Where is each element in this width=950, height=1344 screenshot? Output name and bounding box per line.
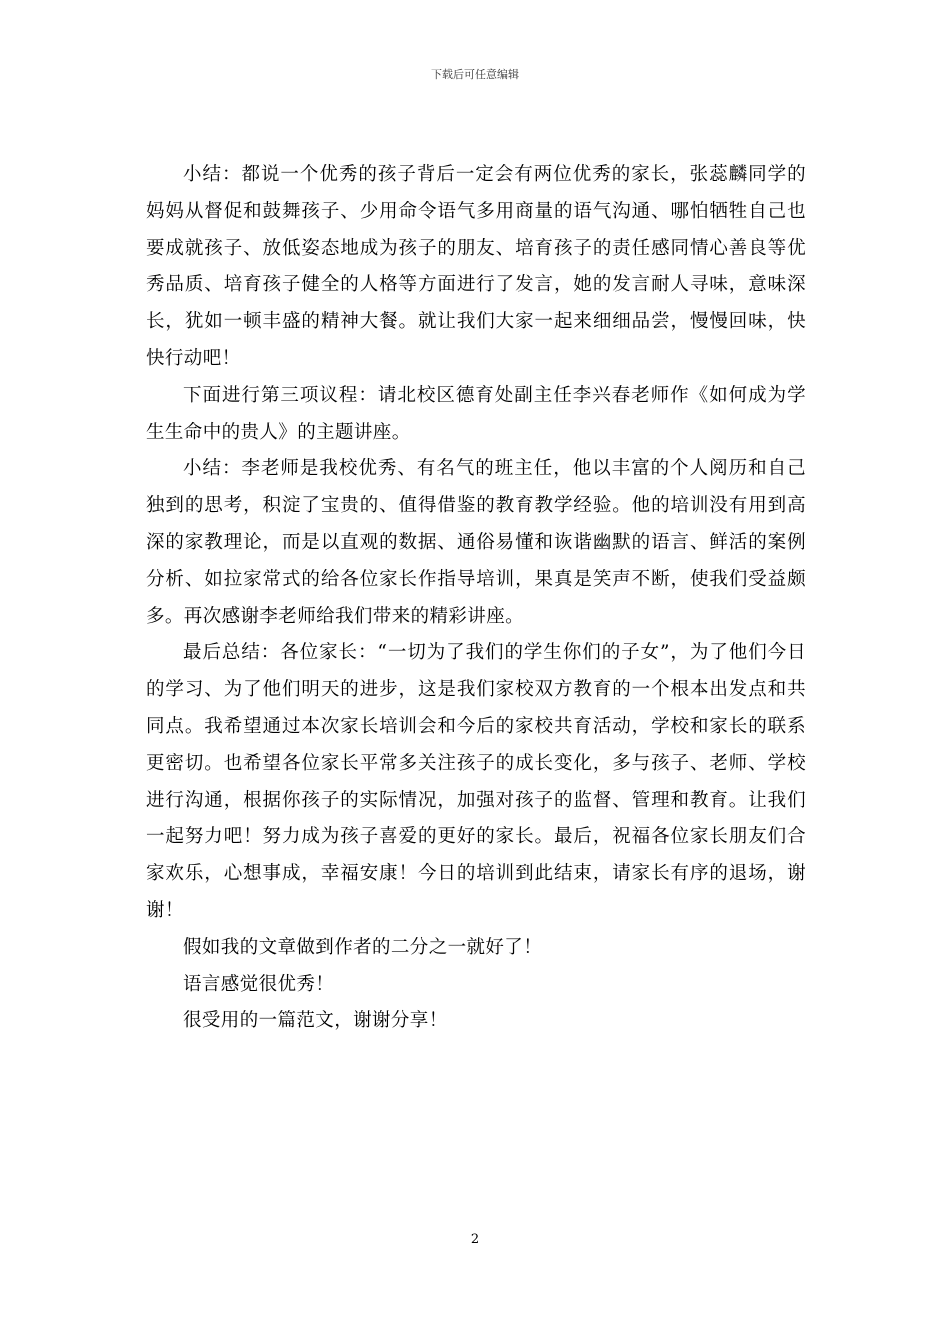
- paragraph-agenda-3: 下面进行第三项议程：请北校区德育处副主任李兴春老师作《如何成为学生生命中的贵人》的主题讲座。: [146, 384, 806, 443]
- document-body: [146, 157, 806, 1040]
- paragraph-summary-1: 小结：都说一个优秀的孩子背后一定会有两位优秀的家长，张蕊麟同学的妈妈从督促和鼓舞孩子、少用命令语气多用商量的语气沟通、哪怕牺牲自己也要成就孩子、放低姿态地成为孩子的朋友、培育孩子的责任感同情心善良等优秀品质、培育孩子健全的人格等方面进行了发言，她的发言耐人寻味，意味深长，犹如一顿丰盛的精神大餐。就让我们大家一起来细细品尝，慢慢回味，快快行动吧！: [146, 164, 806, 369]
- paragraph-summary-2: 小结：李老师是我校优秀、有名气的班主任，他以丰富的个人阅历和自己独到的思考，积淀了宝贵的、值得借鉴的教育教学经验。他的培训没有用到高深的家教理论，而是以直观的数据、通俗易懂和诙谐幽默的语言、鲜活的案例分析、如拉家常式的给各位家长作指导培训，果真是笑声不断，使我们受益颇多。再次感谢李老师给我们带来的精彩讲座。: [146, 458, 806, 627]
- page-header: 下载后可任意编辑: [431, 68, 519, 81]
- paragraph-comment-3: 很受用的一篇范文，谢谢分享！: [183, 1010, 448, 1032]
- paragraph-final-summary: 最后总结：各位家长：“一切为了我们的学生你们的子女”，为了他们今日的学习、为了他们明天的进步，这是我们家校双方教育的一个根本出发点和共同点。我希望通过本次家长培训会和今后的家校共育活动，学校和家长的联系更密切。也希望各位家长平常多关注孩子的成长变化，多与孩子、老师、学校进行沟通，根据你孩子的实际情况，加强对孩子的监督、管理和教育。让我们一起努力吧！努力成为孩子喜爱的更好的家长。最后，祝福各位家长朋友们合家欢乐，心想事成，幸福安康！今日的培训到此结束，请家长有序的退场，谢谢！: [146, 642, 806, 921]
- page-number: 2: [470, 1232, 480, 1247]
- paragraph-comment-1: 假如我的文章做到作者的二分之一就好了！: [183, 936, 543, 958]
- paragraph-comment-2: 语言感觉很优秀！: [183, 973, 335, 995]
